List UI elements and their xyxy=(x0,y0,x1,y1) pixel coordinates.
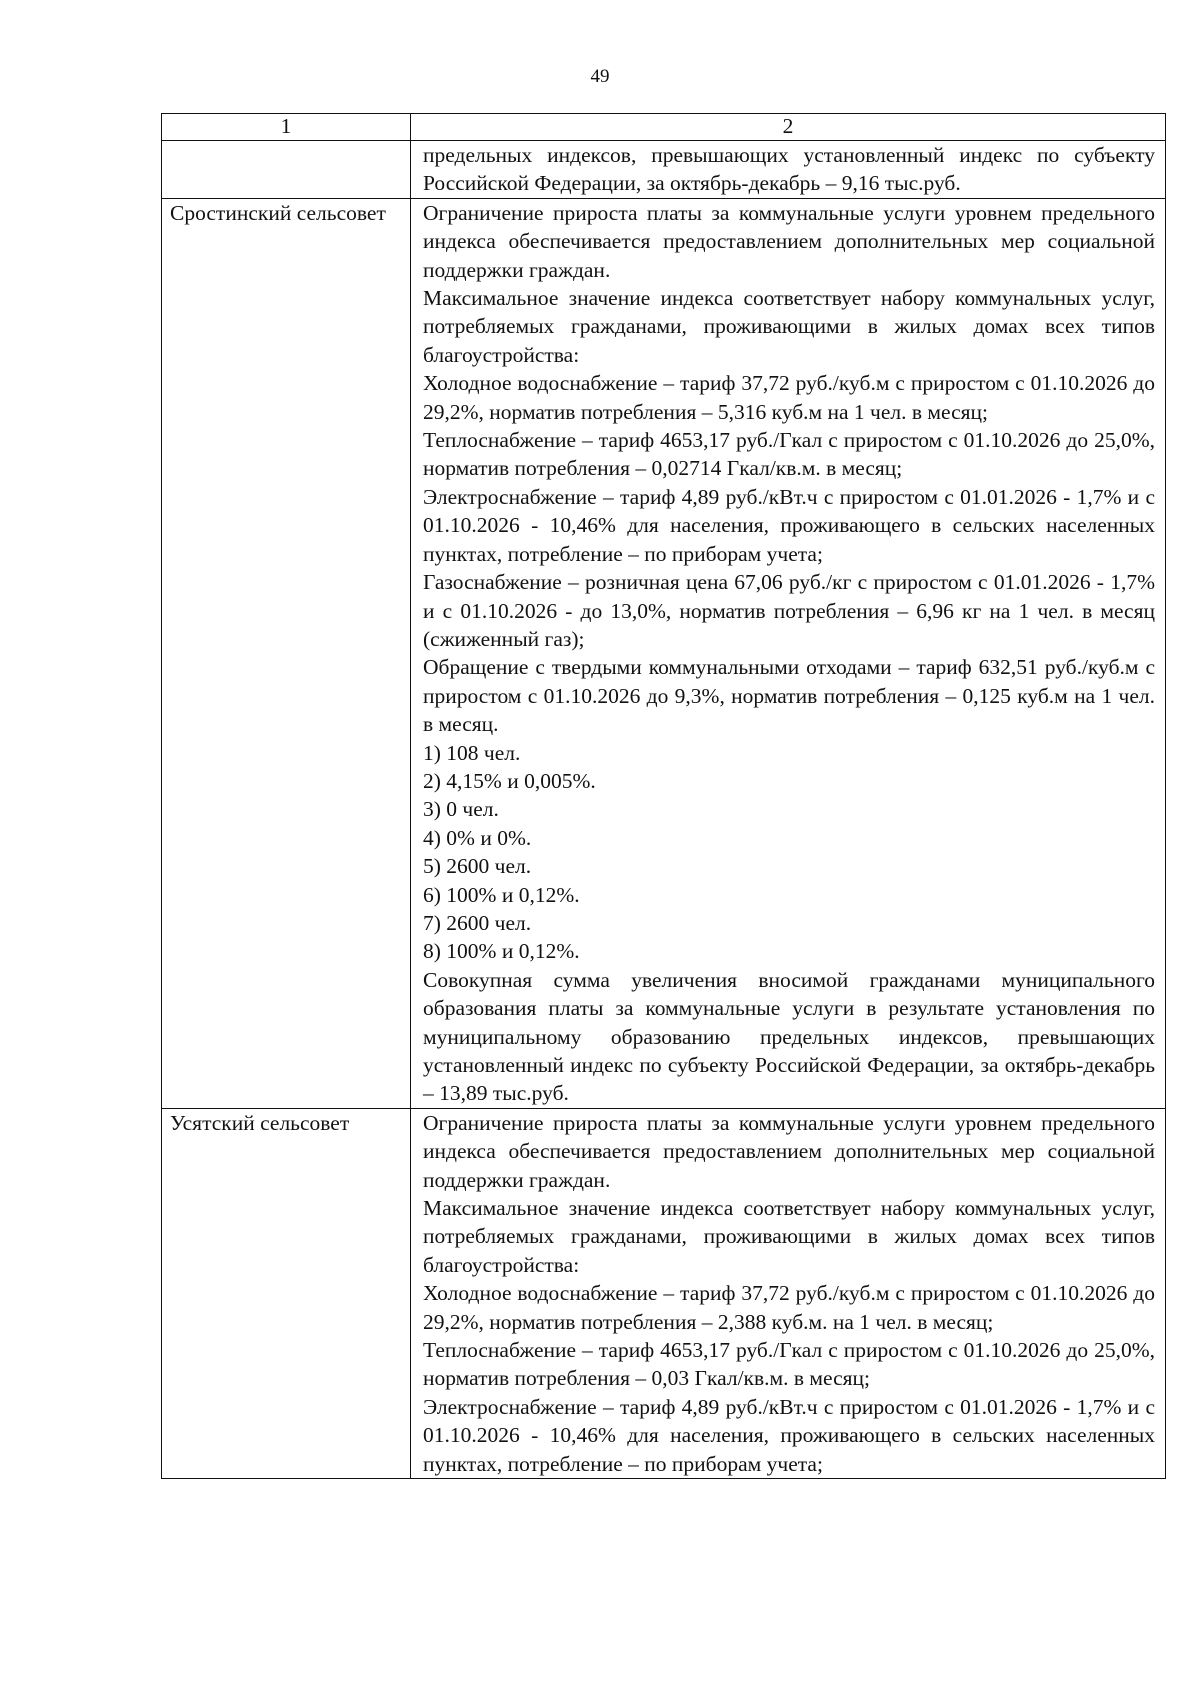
table-body xyxy=(162,141,1166,1479)
tariff-table xyxy=(161,113,1166,1479)
description-paragraph: 4) 0% и 0%. xyxy=(423,825,532,850)
description-paragraph: 6) 100% и 0,12%. xyxy=(423,882,580,907)
description-paragraph: 7) 2600 чел. xyxy=(423,910,532,935)
description-cell xyxy=(411,1108,1166,1478)
description-paragraph: Совокупная сумма увеличения вносимой гражданами муниципального образования платы за коммунальные услуги в результате установления по муниципальному образованию предельных индексов, превышающих установленный индекс по субъекту Российской Федерации, за октябрь-декабрь – 13,89 тыс.руб. xyxy=(423,967,1155,1106)
description-paragraph: предельных индексов, превышающих установленный индекс по субъекту Российской Федерации, за октябрь-декабрь – 9,16 тыс.руб. xyxy=(423,143,1155,196)
table-row xyxy=(162,1108,1166,1478)
description-paragraph: Обращение с твердыми коммунальными отходами – тариф 632,51 руб./куб.м с приростом с 01.10.2026 до 9,3%, норматив потребления – 0,125 куб.м на 1 чел. в месяц. xyxy=(423,655,1155,737)
header-col-2: 2 xyxy=(411,114,1166,141)
table-row xyxy=(162,141,1166,199)
description-paragraph: Ограничение прироста платы за коммунальные услуги уровнем предельного индекса обеспечивается предоставлением дополнительных мер социальной поддержки граждан. xyxy=(423,200,1155,282)
description-paragraph: Электроснабжение – тариф 4,89 руб./кВт.ч с приростом с 01.01.2026 - 1,7% и с 01.10.2026 - 10,46% для населения, проживающего в сельских населенных пунктах, потребление – по приборам учета; xyxy=(423,484,1155,566)
municipality-name: Усятский сельсовет xyxy=(162,1108,411,1478)
description-paragraph: Электроснабжение – тариф 4,89 руб./кВт.ч с приростом с 01.01.2026 - 1,7% и с 01.10.2026 - 10,46% для населения, проживающего в сельских населенных пунктах, потребление – по приборам учета; xyxy=(423,1394,1155,1476)
municipality-name: Сростинский сельсовет xyxy=(162,198,411,1108)
description-paragraph: 2) 4,15% и 0,005%. xyxy=(423,768,596,793)
table-header-row xyxy=(162,114,1166,141)
description-paragraph: Теплоснабжение – тариф 4653,17 руб./Гкал с приростом с 01.10.2026 до 25,0%, норматив потребления – 0,03 Гкал/кв.м. в месяц; xyxy=(423,1338,1155,1391)
description-paragraph: 1) 108 чел. xyxy=(423,740,521,765)
description-paragraph: 3) 0 чел. xyxy=(423,797,499,822)
page-number: 49 xyxy=(590,66,610,87)
description-paragraph: Максимальное значение индекса соответствует набору коммунальных услуг, потребляемых гражданами, проживающими в жилых домах всех типов благоустройства: xyxy=(423,286,1155,367)
description-paragraph: 8) 100% и 0,12%. xyxy=(423,939,580,964)
description-paragraph: 5) 2600 чел. xyxy=(423,854,532,879)
description-paragraph: Газоснабжение – розничная цена 67,06 руб./кг с приростом с 01.01.2026 - 1,7% и с 01.10.2026 - до 13,0%, норматив потребления – 6,96 кг на 1 чел. в месяц (сжиженный газ); xyxy=(423,570,1155,651)
table-row xyxy=(162,198,1166,1108)
municipality-name xyxy=(162,141,411,199)
description-cell xyxy=(411,141,1166,199)
description-cell xyxy=(411,198,1166,1108)
description-paragraph: Максимальное значение индекса соответствует набору коммунальных услуг, потребляемых гражданами, проживающими в жилых домах всех типов благоустройства: xyxy=(423,1196,1155,1277)
description-paragraph: Холодное водоснабжение – тариф 37,72 руб./куб.м с приростом с 01.10.2026 до 29,2%, норматив потребления – 5,316 куб.м на 1 чел. в месяц; xyxy=(423,371,1155,424)
description-paragraph: Теплоснабжение – тариф 4653,17 руб./Гкал с приростом с 01.10.2026 до 25,0%, норматив потребления – 0,02714 Гкал/кв.м. в месяц; xyxy=(423,428,1155,481)
description-paragraph: Холодное водоснабжение – тариф 37,72 руб./куб.м с приростом с 01.10.2026 до 29,2%, норматив потребления – 2,388 куб.м. на 1 чел. в месяц; xyxy=(423,1281,1155,1334)
description-paragraph: Ограничение прироста платы за коммунальные услуги уровнем предельного индекса обеспечивается предоставлением дополнительных мер социальной поддержки граждан. xyxy=(423,1110,1155,1192)
header-col-1: 1 xyxy=(162,114,411,141)
